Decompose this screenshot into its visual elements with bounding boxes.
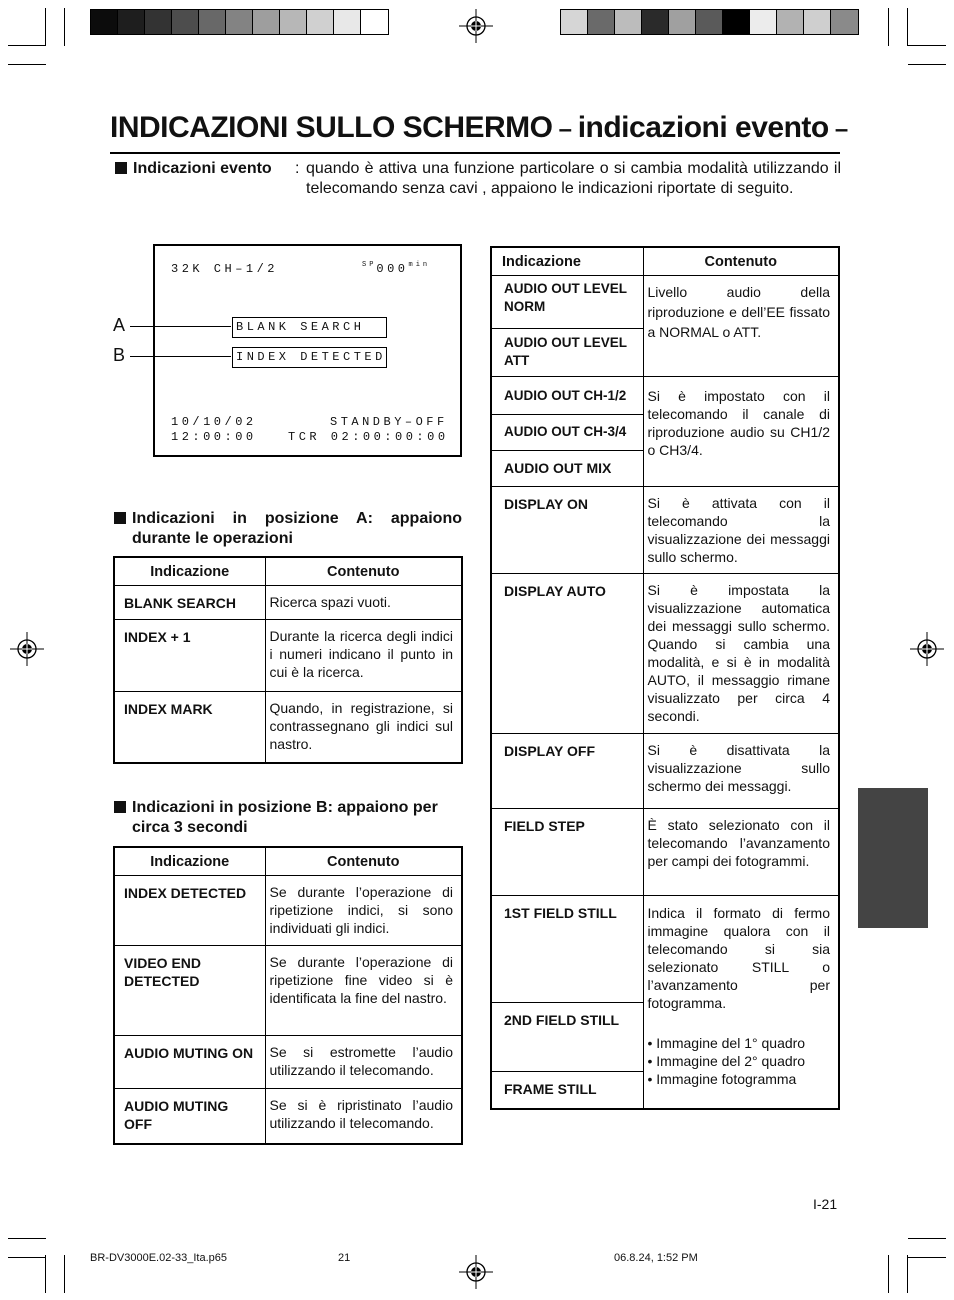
registration-mark-icon [459,9,493,43]
title-sub: indicazioni evento [577,111,829,144]
table-row: BLANK SEARCH Ricerca spazi vuoti. [114,585,462,619]
color-swatch [145,10,172,34]
table-row: 2ND FIELD STILL [491,1002,839,1071]
table-row: 1ST FIELD STILL Indica il formato di fermo immagine qualora con il telecomando si sia selezionato STILL o l’avanzamento per fotogramma. • Immagine del 1° quadro • Immagine del 2° quadro • Immagine fotogramma [491,895,839,1002]
registration-mark-icon [459,1255,493,1289]
table-section-a [113,556,463,764]
title-dash: – [828,116,848,143]
section-a-title: Indicazioni in posizione A: appaiono durante le operazioni [114,509,462,549]
color-swatch [804,10,831,34]
table-row: FRAME STILL [491,1071,839,1109]
table-row: INDEX MARK Quando, in registrazione, si contrassegnano gli indici sul nastro. [114,691,462,763]
crop-mark [8,1238,46,1239]
registration-mark-icon [910,632,944,666]
crop-mark [8,45,46,46]
header-indicazione: Indicazione [114,847,265,875]
page-number: I-21 [813,1196,838,1212]
gray-scale-bar [90,9,389,35]
crop-mark [8,1257,46,1258]
side-tab [858,788,928,928]
square-bullet-icon [114,801,126,813]
table-row: AUDIO OUT LEVEL ATT [491,328,839,376]
leader-line [130,356,231,357]
list-item: • Immagine del 2° quadro [647,1052,806,1069]
crop-mark [888,8,889,46]
color-swatch [172,10,199,34]
screen-date: 10/10/02 [171,415,257,429]
header-contenuto: Contenuto [265,847,462,875]
color-swatch [199,10,226,34]
page-title [110,106,848,154]
color-swatch [696,10,723,34]
crop-mark [908,64,946,65]
table-section-b [113,846,463,1145]
intro-text: quando è attiva una funzione particolare o si cambia modalità utilizzando il telecomando senza cavi , appaiono le indicazioni riportate di seguito. [306,160,841,197]
color-swatch [91,10,118,34]
color-calibration-bar [560,9,859,35]
list-item: • Immagine del 1° quadro [647,1034,806,1051]
square-bullet-icon [115,162,127,174]
footer-page: 21 [338,1252,351,1264]
screen-standby: STANDBY–OFF [330,415,448,429]
screen-diagram [153,244,462,457]
color-swatch [280,10,307,34]
color-swatch [642,10,669,34]
blank-search-box: BLANK SEARCH [232,317,387,338]
header-contenuto: Contenuto [643,247,839,275]
color-swatch [777,10,804,34]
table-row: AUDIO OUT CH-1/2 Si è impostato con il telecomando il canale di riproduzione audio su CH1/2 o CH3/4. [491,376,839,414]
title-main: INDICAZIONI SULLO SCHERMO [110,111,553,144]
list-item: • Immagine fotogramma [647,1070,797,1087]
color-swatch [669,10,696,34]
crop-mark [907,1255,908,1293]
screen-tcr: TCR 02:00:00:00 [288,430,449,444]
color-swatch [561,10,588,34]
table-row: INDEX DETECTED Se durante l’operazione di ripetizione indici, si sono individuati gli indici. [114,875,462,945]
intro-colon: : [295,160,300,177]
still-cell: Indica il formato di fermo immagine qualora con il telecomando si sia selezionato STILL o l’avanzamento per fotogramma. • Immagine del 1° quadro • Immagine del 2° quadro • Immagine fotogramma [643,895,839,1109]
footer-date: 06.8.24, 1:52 PM [614,1252,698,1264]
marker-b: B [113,345,126,365]
table-row: FIELD STEP È stato selezionato con il telecomando l’avanzamento per campi dei fotogrammi. [491,808,839,895]
crop-mark [64,1255,65,1293]
color-swatch [750,10,777,34]
section-b-title: Indicazioni in posizione B: appaiono per circa 3 secondi [114,798,464,838]
screen-top-right: $^{SP}000^{min}$ [362,261,431,276]
header-indicazione: Indicazione [491,247,643,275]
index-detected-box: INDEX DETECTED [232,347,387,368]
crop-mark [45,8,46,46]
color-swatch [361,10,388,34]
color-swatch [831,10,858,34]
title-dash: – [552,116,578,143]
table-row: DISPLAY AUTO Si è impostata la visualizzazione automatica dei messaggi sullo schermo. Quando si cambia una modalità, e si è in modalità AUTO, il messaggio rimane visualizzato per circa 4 secondi. [491,573,839,733]
table-row: AUDIO OUT CH-3/4 [491,414,839,450]
table-row: INDEX + 1 Durante la ricerca degli indici i numeri indicano il punto in cui è la ricerca. [114,619,462,691]
table-row: VIDEO END DETECTED Se durante l’operazione di ripetizione fine video si è identificata la fine del nastro. [114,945,462,1035]
table-row: AUDIO MUTING ON Se si estromette l’audio utilizzando il telecomando. [114,1035,462,1088]
leader-line [130,326,231,327]
color-swatch [723,10,750,34]
color-swatch [588,10,615,34]
square-bullet-icon [114,512,126,524]
marker-a: A [113,315,126,335]
header-indicazione: Indicazione [114,557,265,585]
screen-time: 12:00:00 [171,430,257,444]
crop-mark [908,45,946,46]
table-row: DISPLAY OFF Si è disattivata la visualizzazione sullo schermo dei messaggi. [491,733,839,808]
color-swatch [615,10,642,34]
crop-mark [8,64,46,65]
screen-top-left: 32K CH–1/2 [171,262,279,276]
crop-mark [908,1257,946,1258]
crop-mark [45,1255,46,1293]
color-swatch [118,10,145,34]
intro-label: Indicazioni evento [115,159,272,179]
crop-mark [888,1255,889,1293]
table-row: AUDIO OUT MIX [491,450,839,486]
registration-mark-icon [10,632,44,666]
table-right [490,246,840,1110]
color-swatch [253,10,280,34]
crop-mark [908,1238,946,1239]
table-row: AUDIO MUTING OFF Se si è ripristinato l’audio utilizzando il telecomando. [114,1088,462,1144]
table-row: AUDIO OUT LEVEL NORM Livello audio della riproduzione e dell’EE fissato a NORMAL o ATT. [491,275,839,328]
color-swatch [307,10,334,34]
color-swatch [226,10,253,34]
header-contenuto: Contenuto [265,557,462,585]
color-swatch [334,10,361,34]
table-row: DISPLAY ON Si è attivata con il telecomando la visualizzazione dei messaggi sullo schermo. [491,486,839,573]
crop-mark [907,8,908,46]
footer-file: BR-DV3000E.02-33_Ita.p65 [90,1252,227,1264]
crop-mark [64,8,65,46]
